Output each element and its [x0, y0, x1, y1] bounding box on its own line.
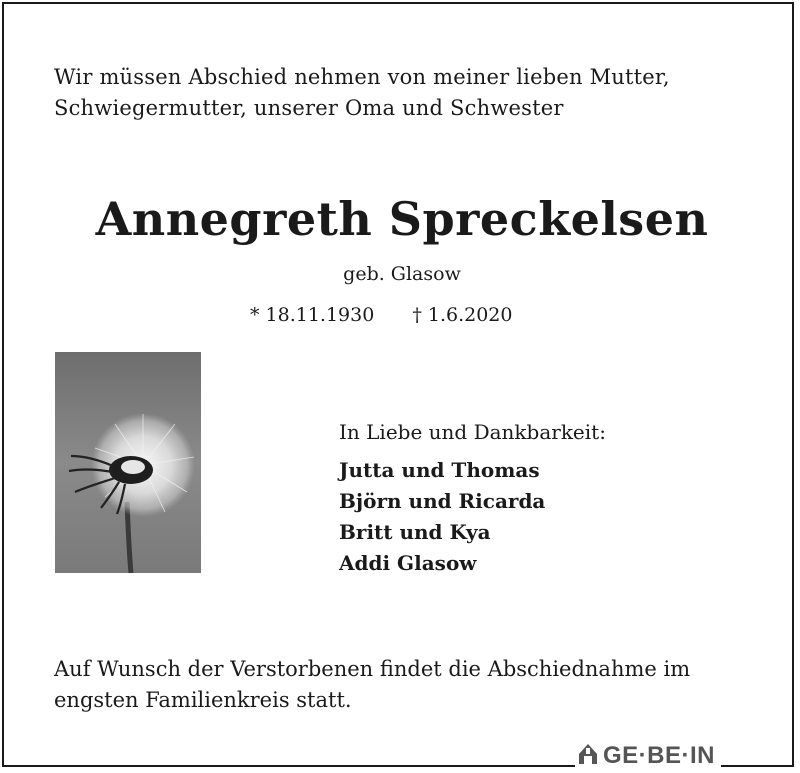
gebein-mark-icon: [577, 742, 599, 770]
birth-date: * 18.11.1930: [250, 304, 375, 326]
mourner-entry: Addi Glasow: [339, 551, 477, 575]
intro-text: Wir müssen Abschied nehmen von meiner lieben Mutter, Schwiegermutter, unserer Oma und Schwester: [54, 65, 670, 120]
deceased-name: Annegreth Spreckelsen: [95, 192, 709, 246]
mourner-entry: Jutta und Thomas: [339, 458, 540, 482]
gebein-logo: [575, 742, 721, 770]
mourner-entry: Britt und Kya: [339, 520, 491, 544]
life-dates: [250, 304, 512, 326]
death-date: † 1.6.2020: [412, 304, 513, 326]
mourners-list: [339, 455, 545, 579]
birth-name: geb. Glasow: [343, 263, 461, 285]
thanks-heading: In Liebe und Dankbarkeit:: [339, 420, 606, 444]
dandelion-photo: [55, 352, 201, 573]
closing-text: Auf Wunsch der Verstorbenen findet die Abschiednahme im engsten Familienkreis statt.: [54, 657, 691, 712]
mourner-entry: Björn und Ricarda: [339, 489, 546, 513]
logo-text: GE·BE·IN: [603, 742, 715, 769]
obituary-card: [2, 2, 794, 767]
